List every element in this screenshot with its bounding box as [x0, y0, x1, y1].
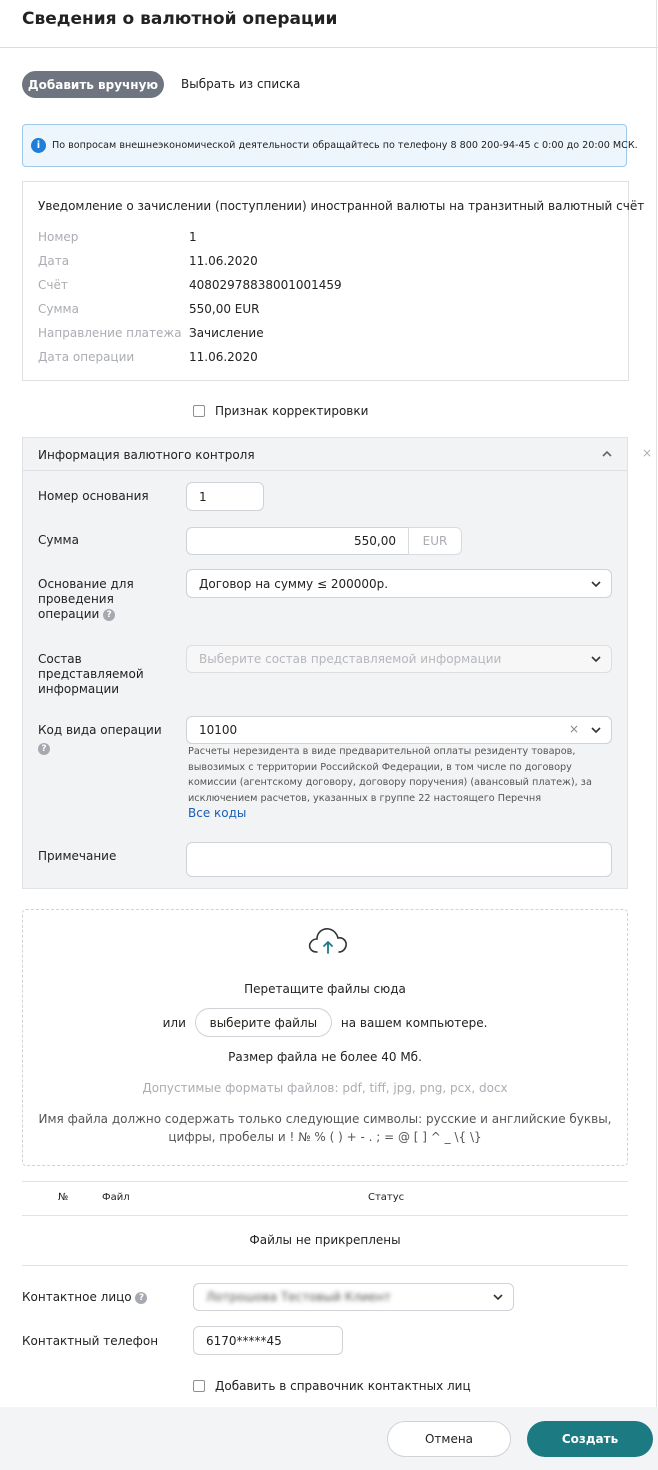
page-header	[0, 0, 658, 48]
label-line: Основание для	[38, 577, 134, 591]
cancel-button[interactable]: Отмена	[387, 1421, 511, 1457]
label-line: операции	[38, 607, 100, 621]
operation-code-description: Расчеты нерезидента в виде предварительной оплаты резиденту товаров, вывозимых с территории Российской Федерации, в том числе по договору комиссии (агентскому договору, договору поручения) (авансовый платеж), за исключением расчетов, указанных в группе 22 настоящего Перечня	[188, 746, 592, 804]
contact-phone-input[interactable]: 6170*****45	[193, 1326, 343, 1355]
files-table-header	[22, 1181, 628, 1216]
name-rule-line-2: цифры, пробелы и ! № % ( ) + - . ; = @ [ ] ^ _ \{ \}	[168, 1130, 482, 1144]
select-placeholder: Выберите состав представляемой информации	[199, 652, 502, 666]
operation-basis-label	[38, 577, 134, 622]
create-button[interactable]: Создать	[527, 1421, 653, 1457]
chevron-down-icon	[590, 724, 602, 736]
operation-basis-select[interactable]	[186, 569, 612, 598]
notice-value: 550,00 EUR	[189, 302, 260, 316]
column-file: Файл	[102, 1192, 130, 1203]
panel-header[interactable]	[23, 438, 627, 471]
info-composition-select[interactable]	[186, 645, 612, 673]
notice-card	[22, 181, 645, 381]
note-input[interactable]	[186, 842, 612, 877]
clear-icon[interactable]: ×	[568, 722, 579, 736]
help-icon[interactable]: ?	[103, 609, 115, 621]
info-banner-text: По вопросам внешнеэкономической деятельности обращайтесь по телефону 8 800 200-94-45 с 0:00 до 20:00 МСК.	[52, 140, 638, 151]
basis-number-label: Номер основания	[38, 489, 149, 503]
notice-value: Зачисление	[189, 326, 264, 340]
label-text: Контактное лицо	[22, 1290, 132, 1304]
operation-code-label	[38, 723, 162, 756]
column-status: Статус	[368, 1192, 405, 1203]
label-line: проведения	[38, 592, 114, 606]
or-text: или	[162, 1015, 186, 1030]
notice-label: Счёт	[38, 278, 68, 292]
label-line: Состав	[38, 652, 82, 666]
label-line: информации	[38, 682, 120, 696]
info-icon: i	[31, 138, 46, 153]
close-icon[interactable]: ×	[642, 446, 653, 460]
currency-unit: EUR	[408, 527, 462, 555]
select-value: Лотрошова Тестовый Клиент	[206, 1290, 391, 1304]
all-codes-link[interactable]: Все коды	[188, 806, 247, 820]
correction-label: Признак корректировки	[215, 404, 369, 418]
notice-label: Дата операции	[38, 350, 135, 364]
info-composition-label	[38, 652, 144, 697]
on-computer-text: на вашем компьютере.	[340, 1015, 488, 1030]
notice-label: Направление платежа	[38, 326, 182, 340]
add-to-directory-checkbox[interactable]	[193, 1380, 205, 1392]
add-to-directory-row	[193, 1379, 471, 1393]
note-label: Примечание	[38, 849, 117, 863]
add-to-directory-label: Добавить в справочник контактных лиц	[215, 1379, 471, 1393]
file-drop-zone[interactable]	[22, 909, 628, 1166]
chevron-up-icon[interactable]	[601, 448, 613, 460]
right-divider	[656, 0, 657, 1410]
contact-phone-label: Контактный телефон	[22, 1334, 159, 1348]
divider	[22, 1265, 628, 1266]
panel-title: Информация валютного контроля	[38, 448, 255, 462]
drag-text: Перетащите файлы сюда	[244, 982, 406, 996]
page-title: Сведения о валютной операции	[22, 9, 338, 29]
formats-text: Допустимые форматы файлов: pdf, tiff, jpg, png, pcx, docx	[142, 1081, 508, 1095]
info-banner	[22, 124, 638, 167]
size-limit-text: Размер файла не более 40 Мб.	[228, 1050, 422, 1064]
notice-label: Дата	[38, 254, 70, 268]
notice-value: 11.06.2020	[189, 254, 258, 268]
notice-label: Номер	[38, 230, 79, 244]
notice-value: 11.06.2020	[189, 350, 258, 364]
chevron-down-icon	[492, 1291, 504, 1303]
chevron-down-icon	[590, 653, 602, 665]
label-line: представляемой	[38, 667, 144, 681]
notice-value: 40802978838001001459	[189, 278, 342, 292]
help-icon[interactable]: ?	[135, 1292, 147, 1304]
column-number: №	[58, 1192, 69, 1203]
label-line: Код вида операции	[38, 723, 162, 737]
operation-code-select[interactable]	[186, 716, 612, 744]
help-icon[interactable]: ?	[38, 743, 50, 755]
select-value: Договор на сумму ≤ 200000р.	[199, 576, 389, 591]
choose-files-button[interactable]: выберите файлы	[195, 1008, 332, 1037]
amount-input[interactable]: 550,00	[186, 527, 409, 555]
select-value: 10100	[199, 723, 238, 737]
tab-select-from-list[interactable]: Выбрать из списка	[181, 77, 301, 91]
tab-add-manually[interactable]: Добавить вручную	[22, 71, 164, 98]
basis-number-input[interactable]: 1	[186, 482, 264, 511]
amount-label: Сумма	[38, 533, 79, 547]
files-empty-text: Файлы не прикреплены	[249, 1233, 401, 1247]
contact-person-label	[22, 1290, 147, 1305]
notice-title: Уведомление о зачислении (поступлении) иностранной валюты на транзитный валютный счёт	[38, 199, 645, 213]
correction-row	[193, 404, 368, 418]
notice-label: Сумма	[38, 302, 79, 316]
choose-files-line	[23, 1008, 627, 1037]
cloud-upload-icon	[306, 926, 350, 956]
chevron-down-icon	[590, 578, 602, 590]
correction-checkbox[interactable]	[193, 405, 205, 417]
name-rule-line-1: Имя файла должно содержать только следующие символы: русские и английские буквы,	[38, 1112, 612, 1126]
contact-person-select[interactable]	[193, 1283, 514, 1311]
notice-value: 1	[189, 230, 197, 244]
